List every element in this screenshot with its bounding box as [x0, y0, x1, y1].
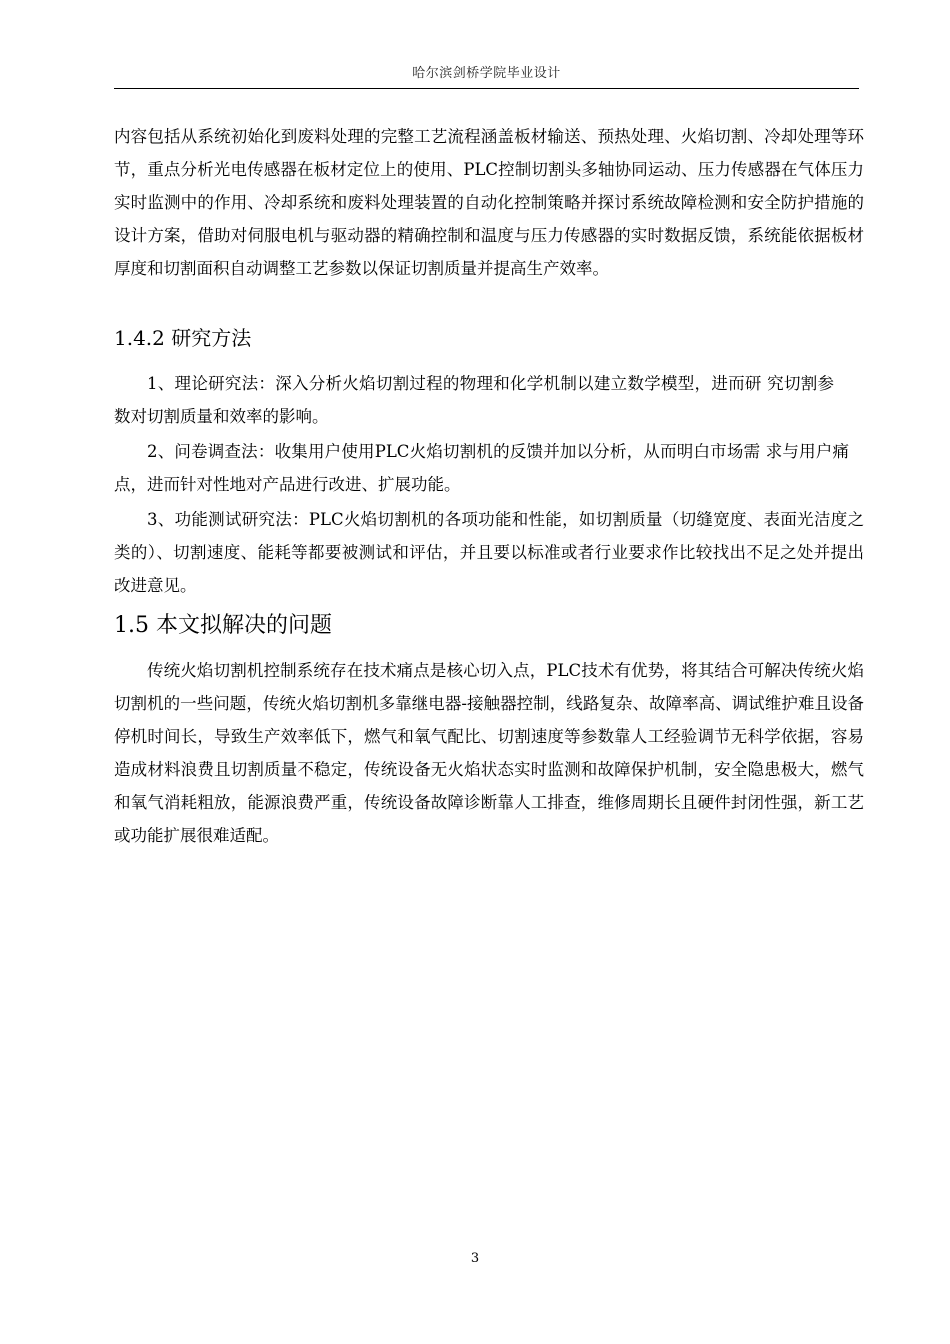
section-1-5-paragraph: 传统火焰切割机控制系统存在技术痛点是核心切入点，PLC技术有优势，将其结合可解决传统火焰切割机的一些问题，传统火焰切割机多靠继电器-接触器控制，线路复杂、故障率高、调试维护难且设备停机时间长，导致生产效率低下，燃气和氧气配比、切割速度等参数靠人工经验调节无科学依据，容易造成材料浪费且切割质量不稳定，传统设备无火焰状态实时监测和故障保护机制，安全隐患极大，燃气和氧气消耗粗放，能源浪费严重，传统设备故障诊断靠人工排查，维修周期长且硬件封闭性强，新工艺或功能扩展很难适配。: [114, 661, 864, 845]
section-1-4-2-heading: 1.4.2 研究方法: [114, 326, 252, 350]
page-number: 3: [470, 1251, 480, 1266]
page-header-title: 哈尔滨剑桥学院毕业设计: [412, 66, 561, 81]
intro-paragraph: 内容包括从系统初始化到废料处理的完整工艺流程涵盖板材输送、预热处理、火焰切割、冷却处理等环节，重点分析光电传感器在板材定位上的使用、PLC控制切割头多轴协同运动、压力传感器在气体压力实时监测中的作用、冷却系统和废料处理装置的自动化控制策略并探讨系统故障检测和安全防护措施的设计方案，借助对伺服电机与驱动器的精确控制和温度与压力传感器的实时数据反馈，系统能依据板材厚度和切割面积自动调整工艺参数以保证切割质量并提高生产效率。: [114, 127, 864, 278]
research-method-3: 3、功能测试研究法：PLC火焰切割机的各项功能和性能，如切割质量（切缝宽度、表面光洁度之类的）、切割速度、能耗等都要被测试和评估，并且要以标准或者行业要求作比较找出不足之处并提出改进意见。: [114, 510, 864, 595]
header-divider: [114, 88, 859, 89]
research-method-1: 1、理论研究法：深入分析火焰切割过程的物理和化学机制以建立数学模型，进而研 究切割参数对切割质量和效率的影响。: [114, 374, 834, 426]
section-1-5-heading: 1.5 本文拟解决的问题: [114, 613, 332, 638]
research-method-2: 2、问卷调查法：收集用户使用PLC火焰切割机的反馈并加以分析，从而明白市场需 求与用户痛点，进而针对性地对产品进行改进、扩展功能。: [114, 442, 849, 494]
